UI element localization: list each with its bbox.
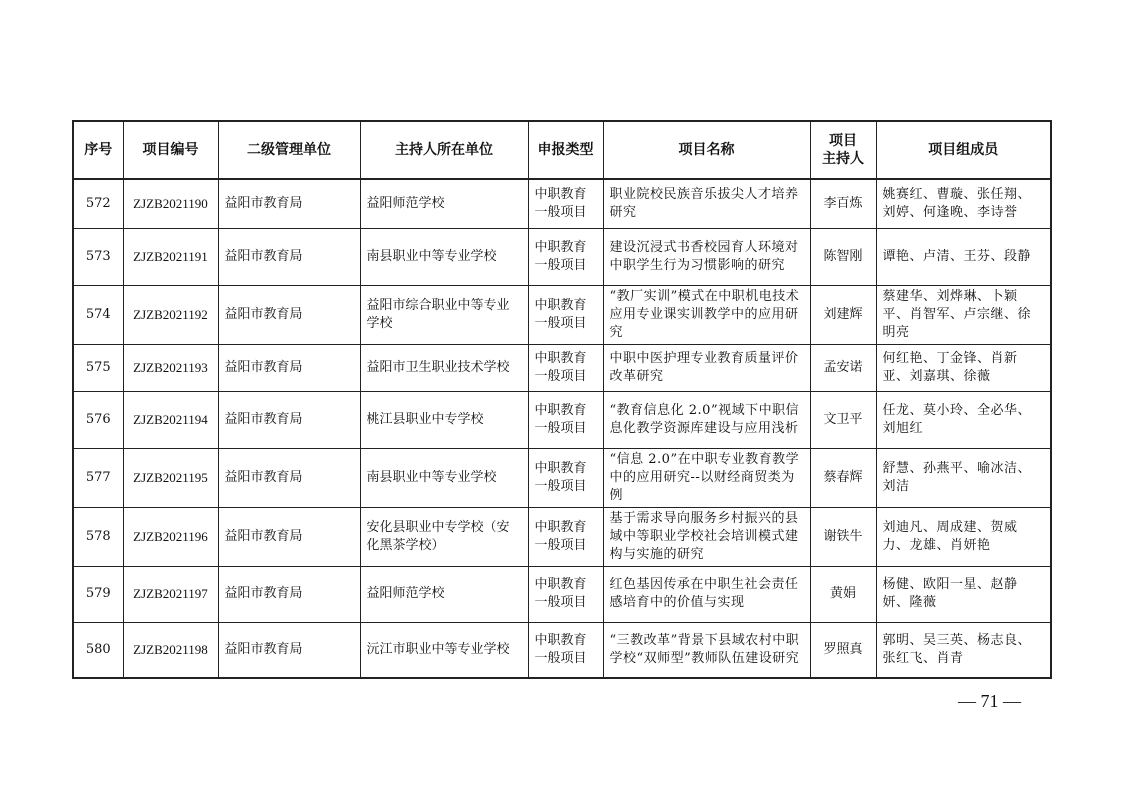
cell-host: 陈智刚 <box>810 228 876 285</box>
cell-type: 中职教育一般项目 <box>528 179 603 228</box>
cell-name: 基于需求导向服务乡村振兴的县域中等职业学校社会培训模式建构与实施的研究 <box>603 507 810 566</box>
cell-code: ZJZB2021196 <box>123 507 218 566</box>
cell-no: 576 <box>73 391 123 448</box>
cell-members: 姚赛红、曹璇、张任翔、刘婷、何逢晚、李诗誉 <box>876 179 1051 228</box>
cell-code: ZJZB2021190 <box>123 179 218 228</box>
cell-no: 573 <box>73 228 123 285</box>
cell-unit: 沅江市职业中等专业学校 <box>360 622 528 678</box>
cell-type: 中职教育一般项目 <box>528 507 603 566</box>
cell-host: 黄娟 <box>810 566 876 622</box>
cell-members: 杨健、欧阳一星、赵静妍、隆薇 <box>876 566 1051 622</box>
cell-type: 中职教育一般项目 <box>528 285 603 344</box>
cell-unit: 安化县职业中专学校（安化黑茶学校） <box>360 507 528 566</box>
cell-type: 中职教育一般项目 <box>528 448 603 507</box>
header-host <box>810 121 876 179</box>
header-code: 项目编号 <box>123 121 218 179</box>
header-host-line1: 项目 <box>829 133 857 149</box>
cell-org: 益阳市教育局 <box>218 228 360 285</box>
cell-members: 谭艳、卢清、王芬、段静 <box>876 228 1051 285</box>
cell-name: 建设沉浸式书香校园育人环境对中职学生行为习惯影响的研究 <box>603 228 810 285</box>
header-host-line2: 主持人 <box>822 151 864 167</box>
cell-host: 李百炼 <box>810 179 876 228</box>
cell-code: ZJZB2021194 <box>123 391 218 448</box>
cell-unit: 桃江县职业中专学校 <box>360 391 528 448</box>
table-row <box>73 228 1051 285</box>
cell-unit: 南县职业中等专业学校 <box>360 228 528 285</box>
project-table <box>72 120 1052 679</box>
cell-host: 罗照真 <box>810 622 876 678</box>
cell-name: “信息 2.0”在中职专业教育教学中的应用研究--以财经商贸类为例 <box>603 448 810 507</box>
cell-host: 孟安诺 <box>810 344 876 391</box>
cell-no: 574 <box>73 285 123 344</box>
page-number: — 71 — <box>958 691 1021 711</box>
cell-no: 572 <box>73 179 123 228</box>
cell-members: 蔡建华、刘烨琳、卜颖平、肖智军、卢宗继、徐明亮 <box>876 285 1051 344</box>
cell-org: 益阳市教育局 <box>218 622 360 678</box>
cell-name: 红色基因传承在中职生社会责任感培育中的价值与实现 <box>603 566 810 622</box>
cell-members: 舒慧、孙燕平、喻冰洁、刘洁 <box>876 448 1051 507</box>
header-members: 项目组成员 <box>876 121 1051 179</box>
cell-name: “三教改革”背景下县域农村中职学校“双师型”教师队伍建设研究 <box>603 622 810 678</box>
cell-type: 中职教育一般项目 <box>528 622 603 678</box>
cell-org: 益阳市教育局 <box>218 566 360 622</box>
cell-org: 益阳市教育局 <box>218 344 360 391</box>
cell-host: 蔡春辉 <box>810 448 876 507</box>
cell-host: 谢铁牛 <box>810 507 876 566</box>
cell-no: 580 <box>73 622 123 678</box>
cell-members: 刘迪凡、周成建、贺威力、龙雄、肖妍艳 <box>876 507 1051 566</box>
header-no: 序号 <box>73 121 123 179</box>
cell-name: 中职中医护理专业教育质量评价改革研究 <box>603 344 810 391</box>
cell-unit: 益阳师范学校 <box>360 179 528 228</box>
cell-unit: 益阳市卫生职业技术学校 <box>360 344 528 391</box>
table-row <box>73 391 1051 448</box>
cell-type: 中职教育一般项目 <box>528 566 603 622</box>
table-row <box>73 344 1051 391</box>
table-row <box>73 566 1051 622</box>
cell-name: 职业院校民族音乐拔尖人才培养研究 <box>603 179 810 228</box>
header-type: 申报类型 <box>528 121 603 179</box>
cell-type: 中职教育一般项目 <box>528 344 603 391</box>
cell-type: 中职教育一般项目 <box>528 228 603 285</box>
cell-code: ZJZB2021191 <box>123 228 218 285</box>
cell-host: 刘建辉 <box>810 285 876 344</box>
table-row <box>73 622 1051 678</box>
header-name: 项目名称 <box>603 121 810 179</box>
cell-code: ZJZB2021198 <box>123 622 218 678</box>
cell-unit: 益阳师范学校 <box>360 566 528 622</box>
cell-code: ZJZB2021197 <box>123 566 218 622</box>
cell-org: 益阳市教育局 <box>218 391 360 448</box>
cell-no: 575 <box>73 344 123 391</box>
cell-org: 益阳市教育局 <box>218 179 360 228</box>
cell-code: ZJZB2021195 <box>123 448 218 507</box>
cell-name: “教育信息化 2.0”视域下中职信息化教学资源库建设与应用浅析 <box>603 391 810 448</box>
cell-no: 577 <box>73 448 123 507</box>
cell-code: ZJZB2021192 <box>123 285 218 344</box>
cell-unit: 益阳市综合职业中等专业学校 <box>360 285 528 344</box>
cell-code: ZJZB2021193 <box>123 344 218 391</box>
cell-members: 何红艳、丁金锋、肖新亚、刘嘉琪、徐薇 <box>876 344 1051 391</box>
cell-name: “教厂实训”模式在中职机电技术应用专业课实训教学中的应用研究 <box>603 285 810 344</box>
cell-no: 578 <box>73 507 123 566</box>
cell-no: 579 <box>73 566 123 622</box>
cell-members: 任龙、莫小玲、全必华、刘旭红 <box>876 391 1051 448</box>
cell-org: 益阳市教育局 <box>218 507 360 566</box>
table-row <box>73 179 1051 228</box>
header-org: 二级管理单位 <box>218 121 360 179</box>
cell-unit: 南县职业中等专业学校 <box>360 448 528 507</box>
cell-org: 益阳市教育局 <box>218 285 360 344</box>
header-unit: 主持人所在单位 <box>360 121 528 179</box>
table-row <box>73 448 1051 507</box>
table-row <box>73 507 1051 566</box>
cell-type: 中职教育一般项目 <box>528 391 603 448</box>
cell-members: 郭明、吴三英、杨志良、张红飞、肖青 <box>876 622 1051 678</box>
table-row <box>73 285 1051 344</box>
table-header-row <box>73 121 1051 179</box>
cell-org: 益阳市教育局 <box>218 448 360 507</box>
cell-host: 文卫平 <box>810 391 876 448</box>
